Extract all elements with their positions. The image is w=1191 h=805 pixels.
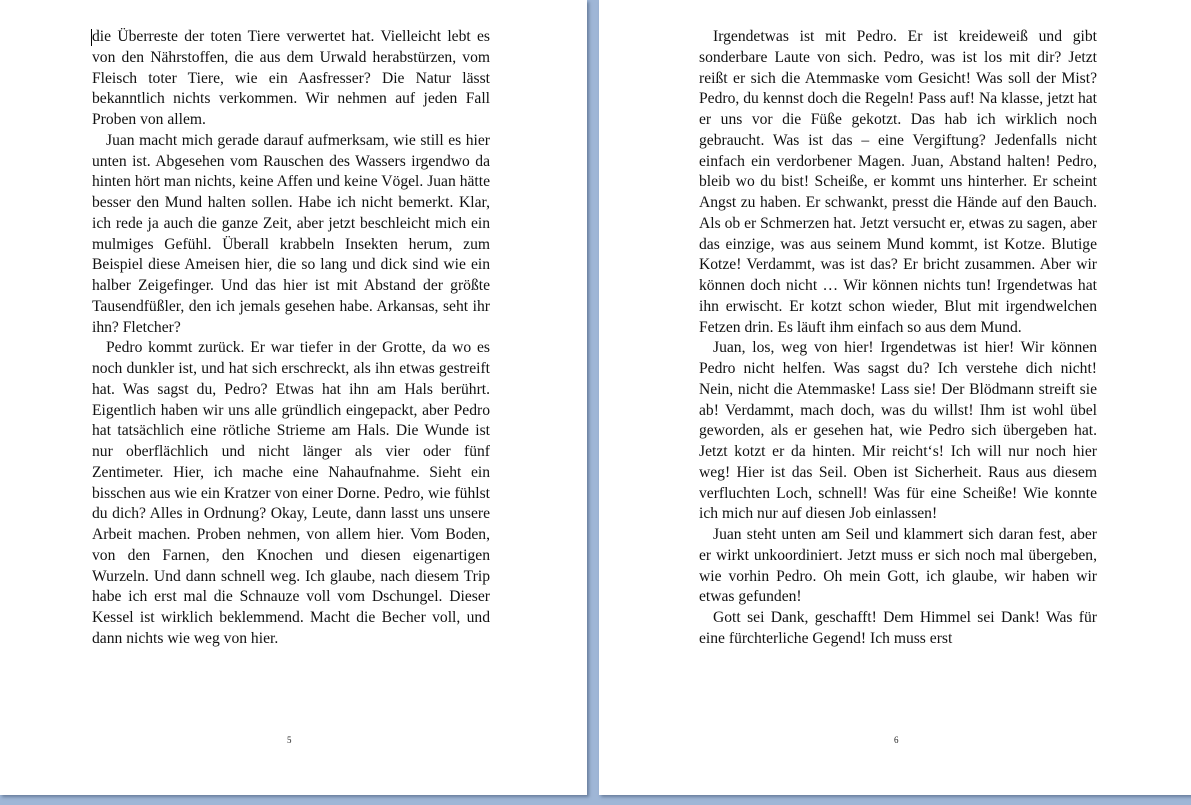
paragraph: Juan macht mich gerade darauf aufmerksam, wie still es hier unten ist. Abgesehen vom Rauschen des Wassers irgendwo da hinten hört man nichts, keine Affen und keine Vögel. Juan hätte besser den Mund halten sollen. Habe ich nicht bemerkt. Klar, ich rede ja auch die ganze Zeit, aber jetzt beschleicht mich ein mulmiges Gefühl. Überall krabbeln Insekten herum, zum Beispiel diese Ameisen hier, die so lang und dick sind wie ein halber Zeigefinger. Und das hier ist mit Abstand der größte Tausendfüßler, den ich jemals gesehen habe. Arkansas, seht ihr ihn? Fletcher?	[92, 131, 490, 336]
paragraph: Pedro kommt zurück. Er war tiefer in der Grotte, da wo es noch dunkler ist, und hat sich erschreckt, als ihn etwas gestreift hat. Was sagst du, Pedro? Etwas hat ihn am Hals berührt. Eigentlich haben wir uns alle gründlich eingepackt, aber Pedro hat tatsächlich eine rötliche Strieme am Hals. Die Wunde ist nur oberflächlich und nicht länger als vier oder fünf Zentimeter. Hier, ich mache eine Nahaufnahme. Sieht ein bisschen aus wie ein Kratzer von einer Dorne. Pedro, wie fühlst du dich? Alles in Ordnung? Okay, Leute, dann lasst uns unsere Arbeit machen. Proben nehmen, von allem hier. Vom Boden, von den Farnen, den Knochen und diesen eigenartigen Wurzeln. Und dann schnell weg. Ich glaube, nach diesem Trip habe ich erst mal die Schnauze voll vom Dschungel. Dieser Kessel ist wirklich beklemmend. Macht die Becher voll, und dann nichts wie weg von hier.	[92, 339, 490, 647]
page-text-body[interactable]	[92, 27, 490, 650]
page-text-body[interactable]	[699, 27, 1097, 650]
page-number: 5	[287, 735, 292, 745]
document-page-6[interactable]	[599, 0, 1191, 795]
document-page-5[interactable]	[0, 0, 587, 795]
page-number: 6	[894, 735, 899, 745]
paragraph: Juan steht unten am Seil und klammert sich daran fest, aber er wirkt unkoordiniert. Jetzt muss er sich noch mal übergeben, wie vorhin Pedro. Oh mein Gott, ich glaube, wir haben wir etwas gefunden!	[699, 526, 1097, 606]
paragraph: die Überreste der toten Tiere verwertet hat. Vielleicht lebt es von den Nährstoffen, die aus dem Urwald herabstürzen, vom Fleisch toter Tiere, wie ein Aasfresser? Die Natur lässt bekanntlich nichts verkommen. Wir nehmen auf jeden Fall Proben von allem.	[92, 28, 490, 128]
paragraph: Irgendetwas ist mit Pedro. Er ist kreideweiß und gibt sonderbare Laute von sich. Pedro, was ist los mit dir? Jetzt reißt er sich die Atemmaske vom Gesicht! Was soll der Mist? Pedro, du kennst doch die Regeln! Pass auf! Na klasse, jetzt hat er uns vor die Füße gekotzt. Das hab ich wirklich noch gebraucht. Was ist das – eine Vergiftung? Jedenfalls nicht einfach ein verdorbener Magen. Juan, Abstand halten! Pedro, bleib wo du bist! Scheiße, er kommt uns hinterher. Er scheint Angst zu haben. Er schwankt, presst die Hände auf den Bauch. Als ob er Schmerzen hat. Jetzt versucht er, etwas zu sagen, aber das einzige, was aus seinem Mund kommt, ist Kotze. Blutige Kotze! Verdammt, was ist das? Er bricht zusammen. Aber wir können doch nicht … Wir können nichts tun! Irgendetwas hat ihn erwischt. Er kotzt schon wieder, Blut mit irgendwelchen Fetzen drin. Es läuft ihm einfach so aus dem Mund.	[699, 28, 1097, 336]
paragraph: Juan, los, weg von hier! Irgendetwas ist hier! Wir können Pedro nicht helfen. Was sagst du? Ich verstehe dich nicht! Nein, nicht die Atemmaske! Lass sie! Der Blödmann streift sie ab! Verdammt, mach doch, was du willst! Ihm ist wohl übel geworden, als er gesehen hat, wie Pedro sich übergeben hat. Jetzt kotzt er da hinten. Mir reicht‘s! Ich will nur noch hier weg! Hier ist das Seil. Oben ist Sicherheit. Raus aus diesem verfluchten Loch, schnell! Was für eine Scheiße! Wie konnte ich mich nur auf diesen Job einlassen!	[699, 339, 1097, 523]
paragraph: Gott sei Dank, geschafft! Dem Himmel sei Dank! Was für eine fürchterliche Gegend! Ich muss erst	[699, 609, 1097, 647]
